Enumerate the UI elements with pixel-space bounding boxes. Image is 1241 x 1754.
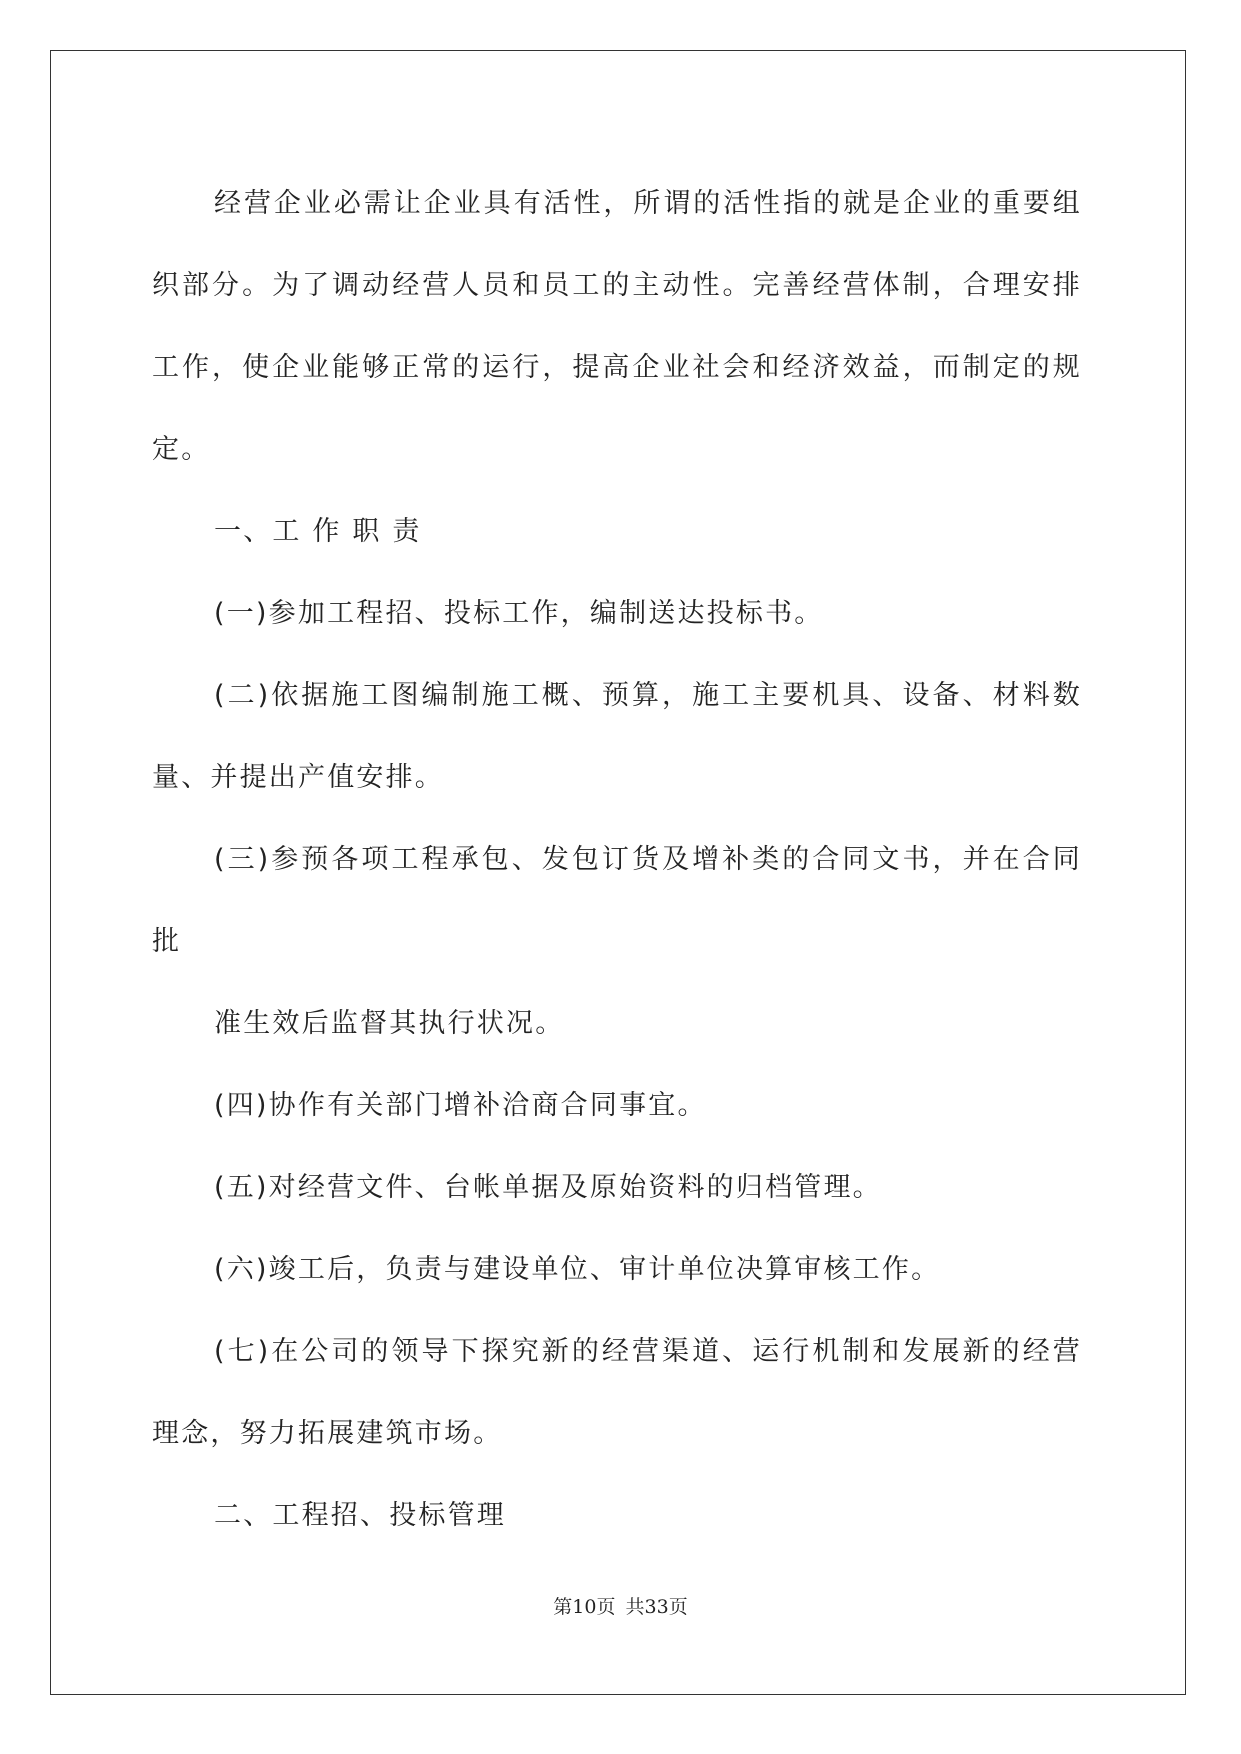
list-item: (六)竣工后，负责与建设单位、审计单位决算审核工作。 bbox=[214, 1254, 941, 1285]
list-item: (一)参加工程招、投标工作，编制送达投标书。 bbox=[214, 598, 824, 629]
list-item: (四)协作有关部门增补洽商合同事宜。 bbox=[214, 1090, 707, 1121]
list-item-continuation: 准生效后监督其执行状况。 bbox=[214, 1008, 565, 1039]
total-pages: 共33页 bbox=[625, 1596, 688, 1618]
page-footer bbox=[0, 1592, 1241, 1619]
list-item: (二)依据施工图编制施工概、预算，施工主要机具、设备、材料数量、并提出产值安排。 bbox=[152, 680, 1082, 793]
section-heading-2: 二、工程招、投标管理 bbox=[214, 1500, 506, 1531]
list-item: (五)对经营文件、台帐单据及原始资料的归档管理。 bbox=[214, 1172, 882, 1203]
list-item: (三)参预各项工程承包、发包订货及增补类的合同文书，并在合同批 bbox=[152, 844, 1082, 957]
page-number: 第10页 bbox=[553, 1596, 616, 1618]
list-item: (七)在公司的领导下探究新的经营渠道、运行机制和发展新的经营理念，努力拓展建筑市场。 bbox=[152, 1336, 1082, 1449]
document-body bbox=[152, 163, 1082, 1557]
paragraph-intro: 经营企业必需让企业具有活性，所谓的活性指的就是企业的重要组织部分。为了调动经营人员和员工的主动性。完善经营体制，合理安排工作，使企业能够正常的运行，提高企业社会和经济效益，而制定的规定。 bbox=[152, 188, 1082, 465]
section-heading-1: 一、工 作 职 责 bbox=[214, 516, 422, 547]
